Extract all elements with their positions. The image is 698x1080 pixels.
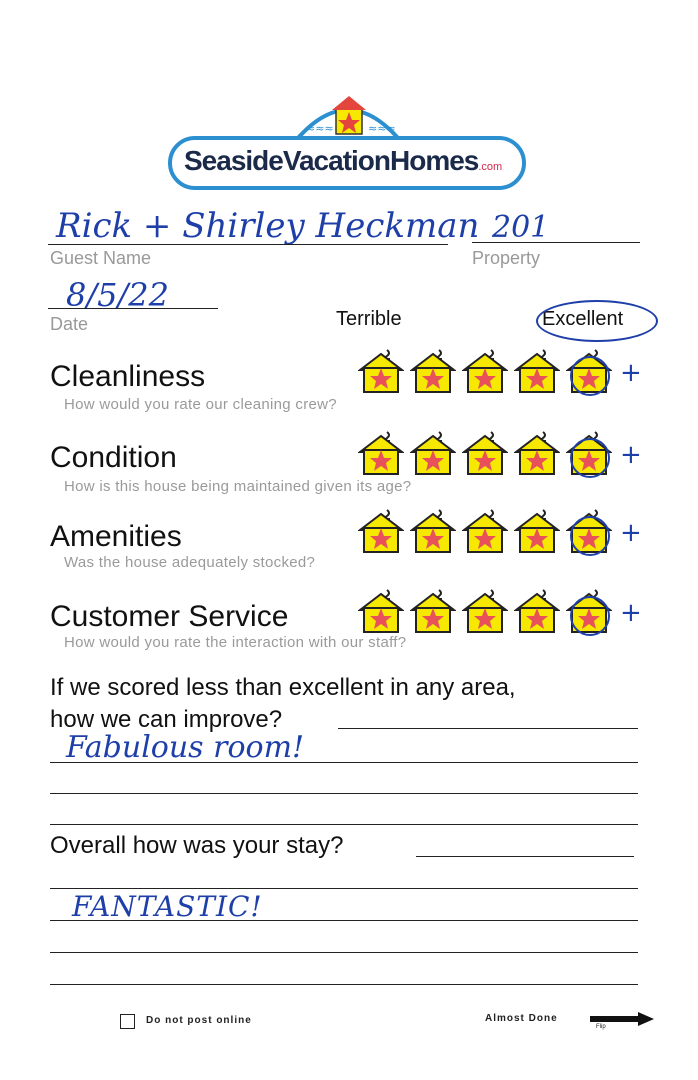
- condition-question: How is this house being maintained given its age?: [64, 478, 412, 495]
- svg-text:≈≈≈: ≈≈≈: [368, 122, 396, 135]
- excellent-circle-mark: [536, 300, 658, 342]
- selected-rating-circle: [570, 438, 610, 478]
- do-not-post-label: Do not post online: [146, 1015, 252, 1026]
- overall-line-2[interactable]: [50, 920, 638, 921]
- guest-name-label: Guest Name: [50, 248, 152, 268]
- selected-rating-circle: [570, 596, 610, 636]
- overall-answer: FANTASTIC!: [72, 890, 263, 923]
- improve-line-0: [338, 728, 638, 729]
- customer-service-question: How would you rate the interaction with our staff?: [64, 634, 407, 651]
- overall-line-3[interactable]: [50, 952, 638, 953]
- house-star-icon[interactable]: [410, 586, 456, 634]
- improve-line-2[interactable]: [50, 793, 638, 794]
- selected-rating-circle: [570, 356, 610, 396]
- plus-mark: +: [620, 518, 642, 548]
- house-roof-icon: [288, 92, 408, 142]
- house-star-icon[interactable]: [358, 428, 404, 476]
- property-value: 201: [492, 210, 550, 245]
- plus-mark: +: [620, 598, 642, 628]
- condition-title: Condition: [50, 441, 177, 474]
- customer-service-title: Customer Service: [50, 600, 289, 633]
- do-not-post-checkbox[interactable]: [120, 1014, 135, 1029]
- overall-line-1[interactable]: [50, 888, 638, 889]
- house-star-icon[interactable]: [462, 428, 508, 476]
- cleanliness-title: Cleanliness: [50, 360, 206, 393]
- brand-logo: [168, 92, 528, 192]
- house-star-icon[interactable]: [410, 428, 456, 476]
- amenities-title: Amenities: [50, 520, 182, 553]
- property-line: [472, 242, 640, 243]
- date-line: [48, 308, 218, 309]
- arrow-right-icon[interactable]: [590, 1012, 656, 1026]
- scale-low-label: Terrible: [336, 308, 402, 330]
- house-star-icon[interactable]: [358, 346, 404, 394]
- flip-label: Flip: [596, 1024, 606, 1030]
- logo-wordmark: SeasideVacationHomes.com: [184, 145, 503, 176]
- house-star-icon[interactable]: [358, 586, 404, 634]
- improve-line-3[interactable]: [50, 824, 638, 825]
- house-star-icon[interactable]: [514, 346, 560, 394]
- selected-rating-circle: [570, 516, 610, 556]
- overall-line-4[interactable]: [50, 984, 638, 985]
- improve-question-line2: how we can improve?: [50, 706, 283, 733]
- guest-name-line: [48, 244, 448, 245]
- guest-name-value: Rick + Shirley Heckman: [56, 206, 480, 246]
- improve-answer: Fabulous room!: [66, 730, 305, 765]
- house-star-icon[interactable]: [462, 346, 508, 394]
- house-star-icon[interactable]: [514, 428, 560, 476]
- improve-question-line1: If we scored less than excellent in any area,: [50, 674, 516, 701]
- overall-line-0: [416, 856, 634, 857]
- house-star-icon[interactable]: [410, 346, 456, 394]
- overall-question: Overall how was your stay?: [50, 832, 344, 859]
- plus-mark: +: [620, 358, 642, 388]
- amenities-question: Was the house adequately stocked?: [64, 554, 316, 571]
- improve-line-1[interactable]: [50, 762, 638, 763]
- house-star-icon[interactable]: [410, 506, 456, 554]
- date-label: Date: [50, 314, 89, 334]
- date-value: 8/5/22: [66, 276, 169, 314]
- house-star-icon[interactable]: [462, 586, 508, 634]
- almost-done-label: Almost Done: [485, 1013, 558, 1024]
- house-star-icon[interactable]: [514, 586, 560, 634]
- property-label: Property: [472, 248, 541, 268]
- cleanliness-question: How would you rate our cleaning crew?: [64, 396, 337, 413]
- house-star-icon[interactable]: [462, 506, 508, 554]
- svg-text:≈≈≈: ≈≈≈: [306, 122, 334, 135]
- scale-high-label: Excellent: [542, 308, 624, 330]
- house-star-icon[interactable]: [358, 506, 404, 554]
- plus-mark: +: [620, 440, 642, 470]
- house-star-icon[interactable]: [514, 506, 560, 554]
